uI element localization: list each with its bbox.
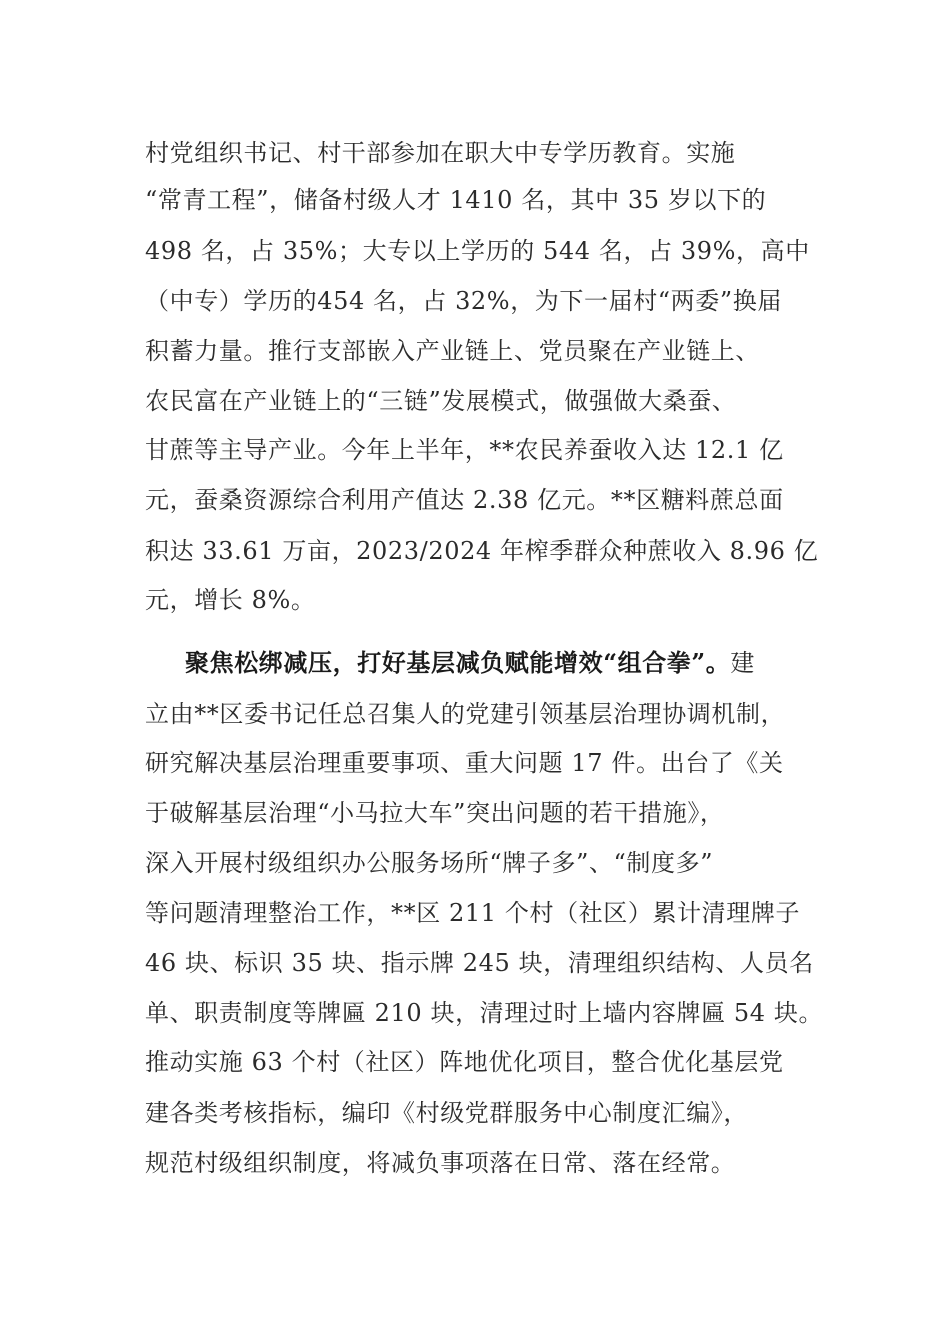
paragraph2-line-7: 46 块、标识 35 块、指示牌 245 块，清理组织结构、人员名 — [145, 949, 814, 977]
paragraph2-line-2: 立由**区委书记任总召集人的党建引领基层治理协调机制， — [145, 700, 786, 728]
paragraph2-line-5: 深入开展村级组织办公服务场所“牌子多”、“制度多” — [145, 849, 714, 877]
paragraph1-line-1: 村党组织书记、村干部参加在职大中专学历教育。实施 — [145, 139, 736, 167]
paragraph1-line-3: 498 名，占 35%；大专以上学历的 544 名，占 39%，高中 — [145, 237, 810, 265]
paragraph1-line-6: 农民富在产业链上的“三链”发展模式，做强做大桑蚕、 — [145, 387, 737, 415]
paragraph1-line-10: 元，增长 8%。 — [145, 586, 316, 614]
paragraph2-first-line-rest: 建 — [730, 649, 756, 677]
paragraph2-line-10: 建各类考核指标，编印《村级党群服务中心制度汇编》， — [145, 1099, 748, 1127]
paragraph2-line-11: 规范村级组织制度，将减负事项落在日常、落在经常。 — [145, 1149, 736, 1177]
paragraph2-first-line — [185, 648, 755, 678]
paragraph2-line-3: 研究解决基层治理重要事项、重大问题 17 件。出台了《关 — [145, 749, 784, 777]
paragraph2-line-8: 单、职责制度等牌匾 210 块，清理过时上墙内容牌匾 54 块。 — [145, 999, 824, 1027]
paragraph1-line-8: 元，蚕桑资源综合利用产值达 2.38 亿元。**区糖料蔗总面 — [145, 486, 784, 514]
paragraph1-line-9: 积达 33.61 万亩，2023/2024 年榨季群众种蔗收入 8.96 亿 — [145, 537, 819, 565]
paragraph1-line-7: 甘蔗等主导产业。今年上半年，**农民养蚕收入达 12.1 亿 — [145, 436, 784, 464]
paragraph1-line-4: （中专）学历的454 名，占 32%，为下一届村“两委”换届 — [145, 287, 782, 315]
paragraph2-line-6: 等问题清理整治工作，**区 211 个村（社区）累计清理牌子 — [145, 899, 801, 927]
paragraph2-line-9: 推动实施 63 个村（社区）阵地优化项目，整合优化基层党 — [145, 1048, 784, 1076]
paragraph1-line-2: “常青工程”，储备村级人才 1410 名，其中 35 岁以下的 — [145, 186, 767, 214]
paragraph1-line-5: 积蓄力量。推行支部嵌入产业链上、党员聚在产业链上、 — [145, 337, 760, 365]
paragraph2-line-4: 于破解基层治理“小马拉大车”突出问题的若干措施》， — [145, 799, 725, 827]
paragraph2-heading: 聚焦松绑减压，打好基层减负赋能增效“组合拳”。 — [185, 648, 731, 677]
